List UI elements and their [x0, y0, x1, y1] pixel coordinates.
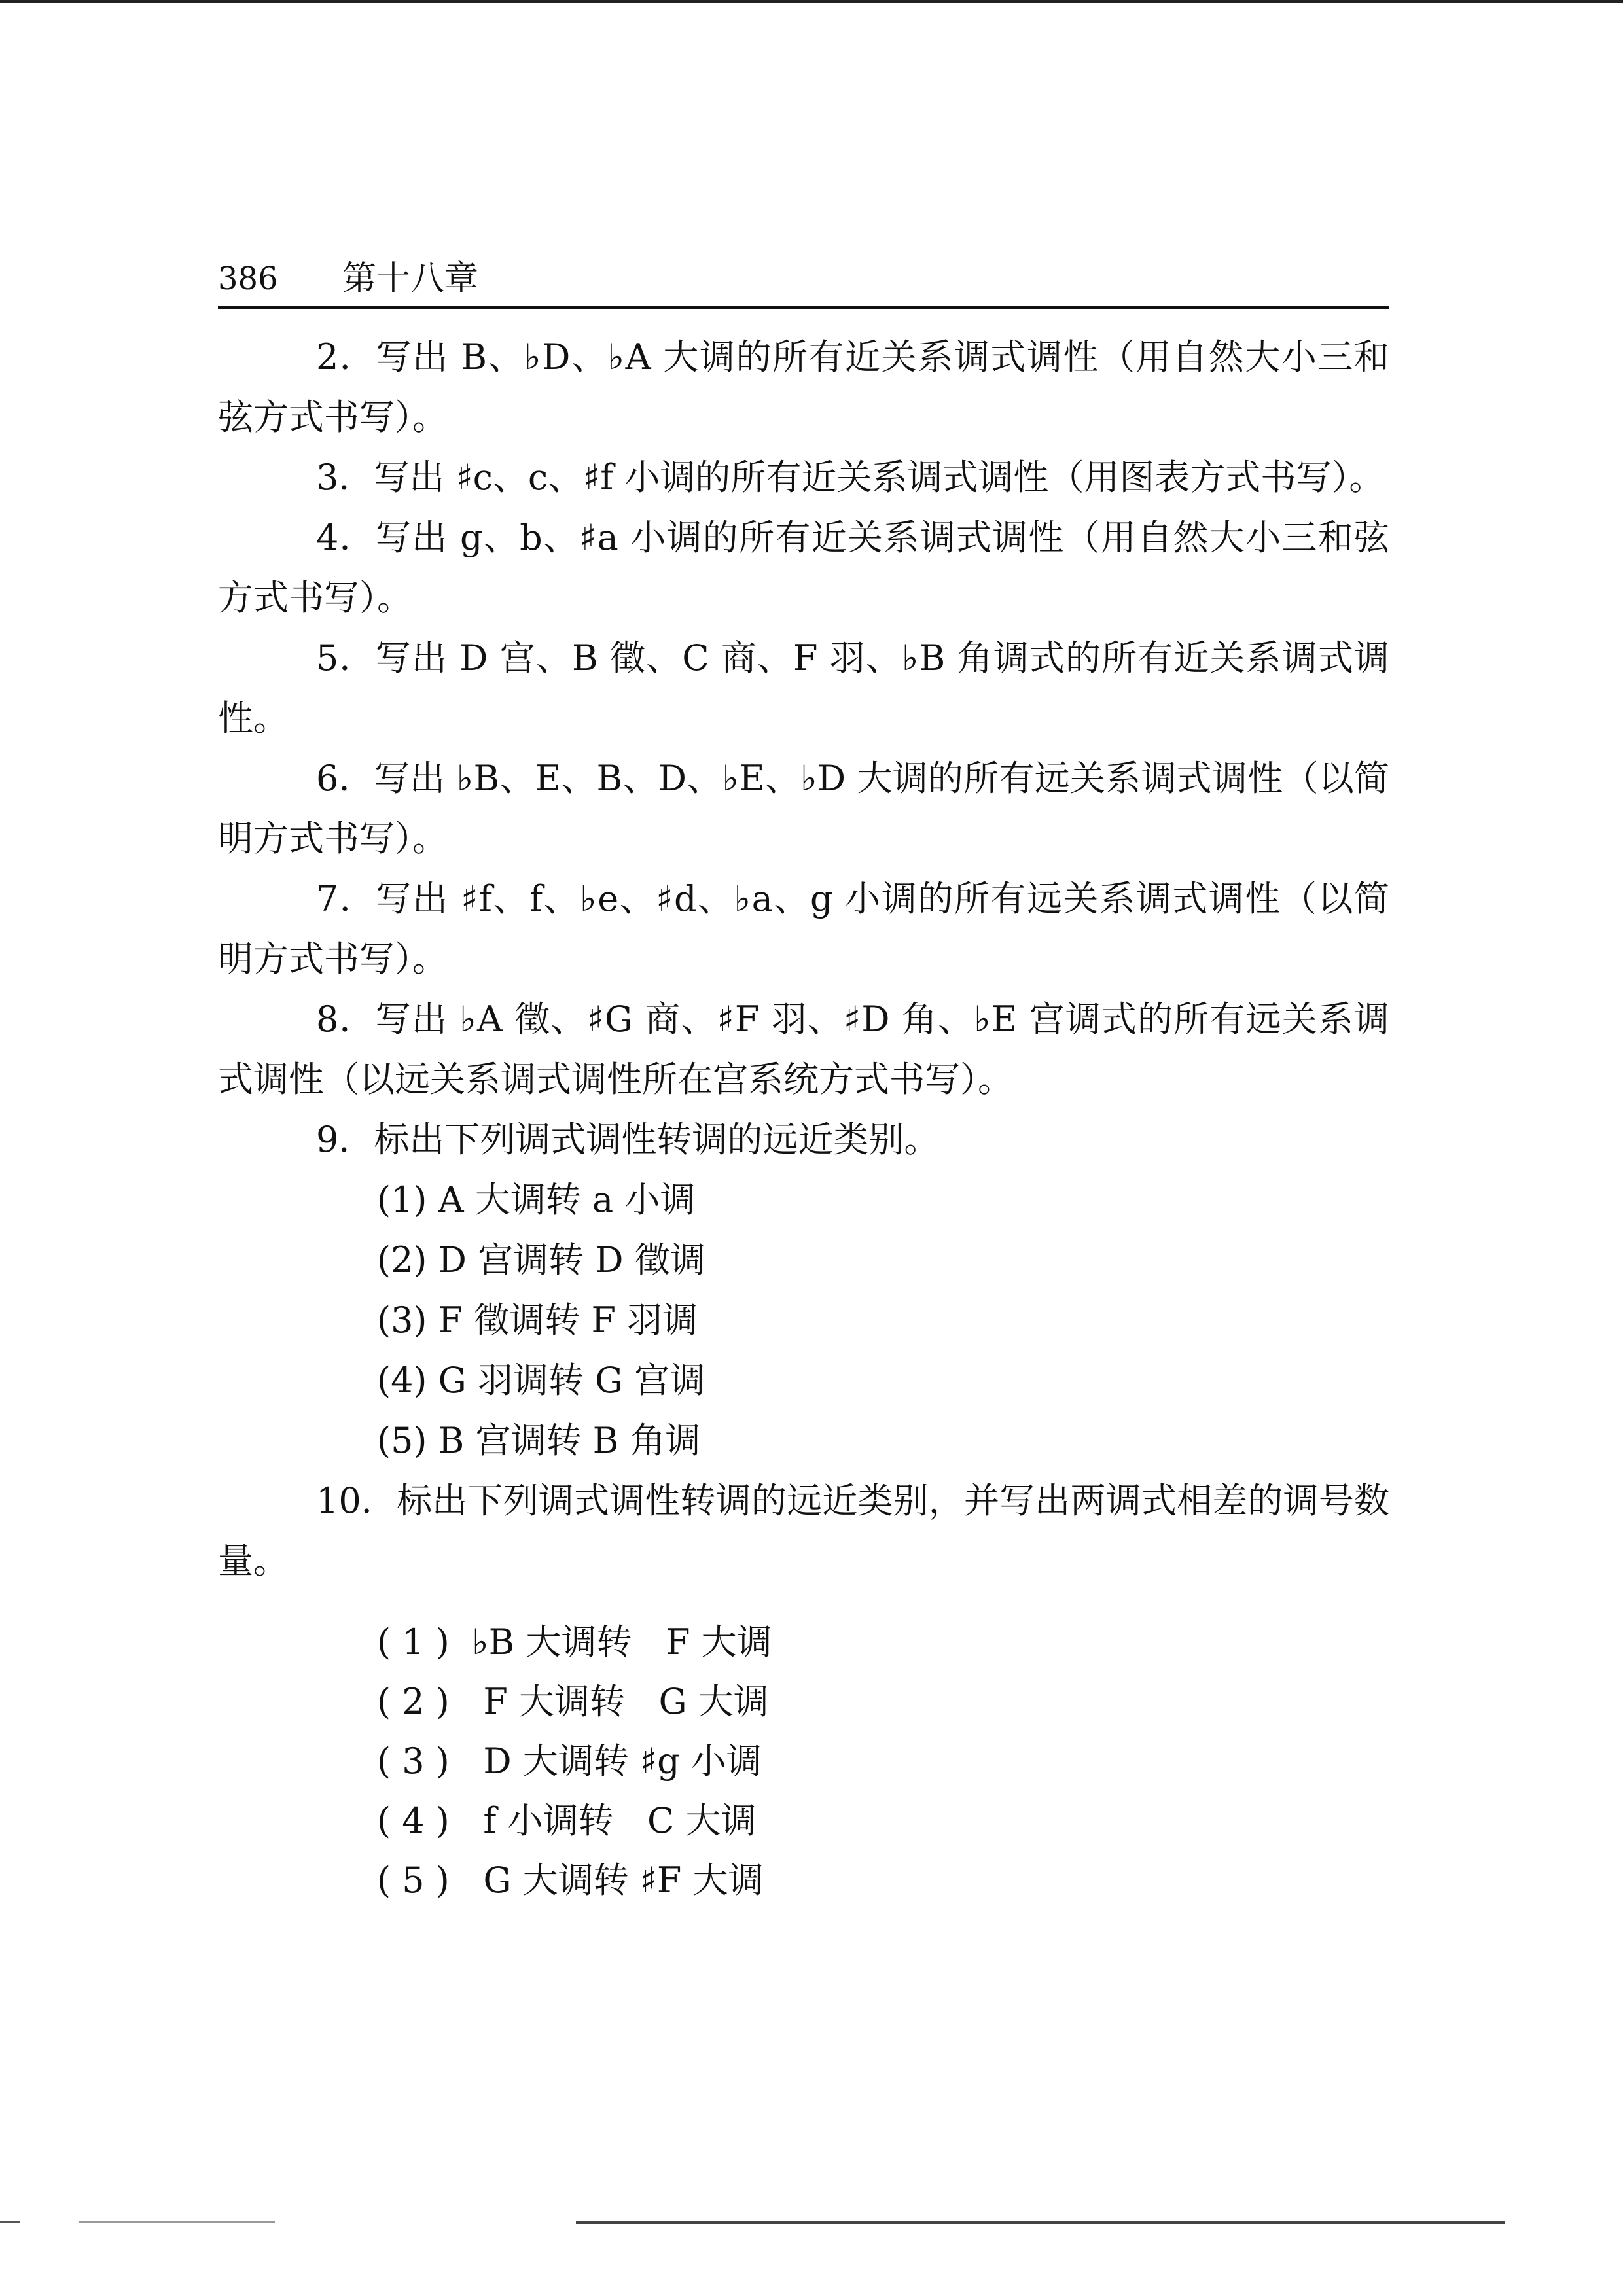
scan-artifact-dash: [79, 2221, 275, 2223]
exercise-3: 3．写出 ♯c、c、♯f 小调的所有近关系调式调性（用图表方式书写）。: [316, 457, 1385, 498]
exercise-10-item-3: ( 3 ) D 大调转 ♯g 小调: [377, 1740, 762, 1782]
page-header: [218, 254, 1389, 313]
chapter-title: 第十八章: [342, 259, 479, 298]
exercise-9-item-1: (1) A 大调转 a 小调: [377, 1179, 696, 1220]
scan-artifact-bottom-rule: [576, 2221, 1505, 2224]
exercise-list: [218, 327, 1389, 1910]
exercise-9: 9．标出下列调式调性转调的远近类别。: [316, 1119, 940, 1160]
exercise-9-item-3: (3) F 徵调转 F 羽调: [377, 1299, 698, 1341]
exercise-10-item-2: ( 2 ) F 大调转 G 大调: [377, 1681, 769, 1722]
exercise-7: 7．写出 ♯f、f、♭e、♯d、♭a、g 小调的所有远关系调式调性（以简明方式书写）。: [218, 878, 1389, 980]
spacer: [218, 1591, 1389, 1612]
exercise-5: 5．写出 D 宫、B 徵、C 商、F 羽、♭B 角调式的所有近关系调式调性。: [218, 637, 1389, 739]
exercise-6: 6．写出 ♭B、E、B、D、♭E、♭D 大调的所有远关系调式调性（以简明方式书写）。: [218, 758, 1389, 859]
exercise-10-item-1: ( 1 ) ♭B 大调转 F 大调: [377, 1621, 772, 1663]
exercise-8: 8．写出 ♭A 徵、♯G 商、♯F 羽、♯D 角、♭E 宫调式的所有远关系调式调性（以远关系调式调性所在宫系统方式书写）。: [218, 998, 1389, 1100]
exercise-10: 10．标出下列调式调性转调的远近类别，并写出两调式相差的调号数量。: [218, 1480, 1389, 1581]
page-top-edge: [0, 0, 1623, 3]
exercise-9-item-5: (5) B 宫调转 B 角调: [377, 1420, 701, 1461]
exercise-10-item-5: ( 5 ) G 大调转 ♯F 大调: [377, 1860, 764, 1901]
scan-artifact-left: [0, 2221, 20, 2223]
header-rule: [218, 306, 1389, 309]
exercise-10-item-4: ( 4 ) f 小调转 C 大调: [377, 1800, 757, 1841]
exercise-9-item-4: (4) G 羽调转 G 宫调: [377, 1360, 705, 1401]
exercise-2: 2．写出 B、♭D、♭A 大调的所有近关系调式调性（用自然大小三和弦方式书写）。: [218, 336, 1389, 438]
exercise-4: 4．写出 g、b、♯a 小调的所有近关系调式调性（用自然大小三和弦方式书写）。: [218, 517, 1389, 618]
page-number: 386: [218, 260, 278, 297]
exercise-9-item-2: (2) D 宫调转 D 徵调: [377, 1239, 705, 1280]
